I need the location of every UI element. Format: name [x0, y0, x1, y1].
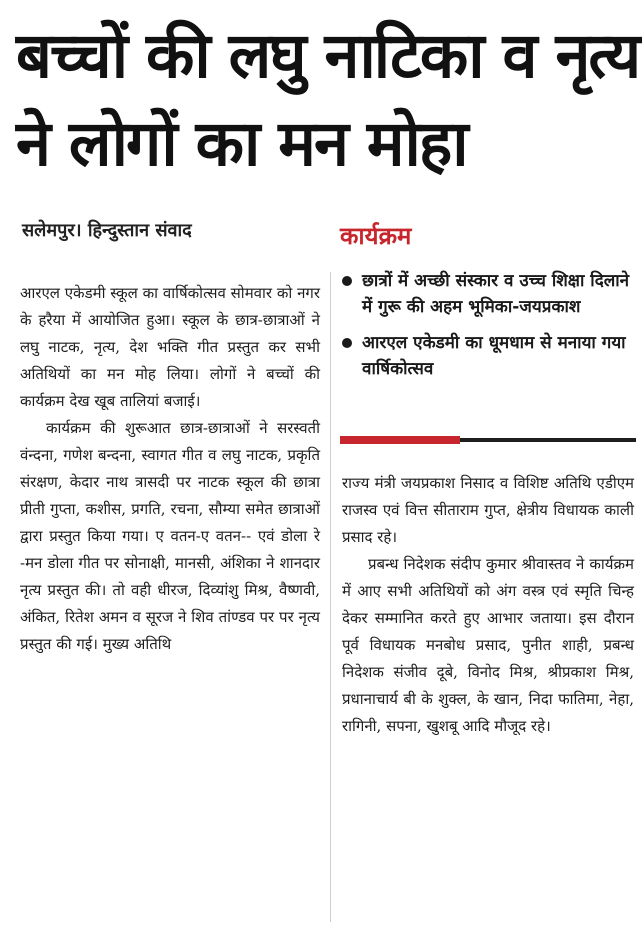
bullet-icon [342, 338, 352, 348]
highlight-point-text: छात्रों में अच्छी संस्कार व उच्च शिक्षा दिलाने में गुरू की अहम भूमिका-जयप्रकाश [362, 271, 630, 317]
article-paragraph: कार्यक्रम की शुरूआत छात्र-छात्राओं ने सरस्वती वंन्दना, गणेश बन्दना, स्वागत गीत व लघु नाटक, प्रकृति संरक्षण, केदार नाथ त्रासदी पर नाटक स्कूल की छात्रा प्रीती गुप्ता, कशीस, प्रगति, रचना, सौम्या समेत छात्राओं द्वारा प्रस्तुत किया गया। ए वतन-ए वतन-- एवं डोला रे -मन डोला गीत पर सोनाक्षी, मानसी, अंशिका ने शानदार नृत्य प्रस्तुत की। तो वही धीरज, दिव्यांशु मिश्र, वैष्णवी, अंकित, रितेश अमन व सूरज ने शिव तांण्डव पर पर नृत्य प्रस्तुत की गई। मुख्य अतिथि [20, 419, 320, 653]
column-divider [330, 272, 331, 922]
dateline-source: हिन्दुस्तान संवाद [87, 220, 192, 241]
highlight-point [340, 268, 636, 320]
headline-line-2: ने लोगों का मन मोहा [16, 107, 467, 180]
headline [16, 12, 640, 188]
dateline [22, 218, 332, 242]
highlight-box-rule [340, 438, 636, 442]
article-paragraph: आरएल एकेडमी स्कूल का वार्षिकोत्सव सोमवार को नगर के हरैया में आयोजित हुआ। स्कूल के छात्र-छात्राओं ने लघु नाटक, नृत्य, देश भक्ति गीत प्रस्तुत कर सभी अतिथियों का मन मोह लिया। लोगों ने बच्चों की कार्यक्रम देख खूब तालियां बजाई। [20, 284, 320, 410]
highlight-box-title: कार्यक्रम [340, 222, 412, 250]
article-column-right [342, 470, 634, 740]
highlight-list [340, 268, 636, 382]
dateline-location: सलेमपुर। [22, 220, 82, 241]
headline-line-1: बच्चों की लघु नाटिका व नृत्य [16, 19, 640, 92]
highlight-point [340, 330, 636, 382]
article-paragraph: प्रबन्ध निदेशक संदीप कुमार श्रीवास्तव ने कार्यक्रम में आए सभी अतिथियों को अंग वस्त्र एवं स्मृति चिन्ह देकर सम्मानित करते हुए आभार जताया। इस दौरान पूर्व विधायक मनबोध प्रसाद, पुनीत शाही, प्रबन्ध निदेशक संजीव दूबे, विनोद मिश्र, श्रीप्रकाश मिश्र, प्रधानाचार्य बी के शुक्ल, के खान, निदा फातिमा, नेहा, रागिनी, सपना, खुशबू आदि मौजूद रहे। [342, 555, 634, 735]
article-paragraph: राज्य मंत्री जयप्रकाश निसाद व विशिष्ट अतिथि एडीएम राजस्व एवं वित्त सीताराम गुप्त, क्षेत्रीय विधायक काली प्रसाद रहे। [342, 474, 634, 546]
bullet-icon [342, 276, 352, 286]
highlight-box-rule-accent [340, 436, 460, 444]
highlight-point-text: आरएल एकेडमी का धूमधाम से मनाया गया वार्षिकोत्सव [362, 333, 626, 379]
highlight-box [340, 218, 636, 392]
article-column-left [20, 280, 320, 658]
